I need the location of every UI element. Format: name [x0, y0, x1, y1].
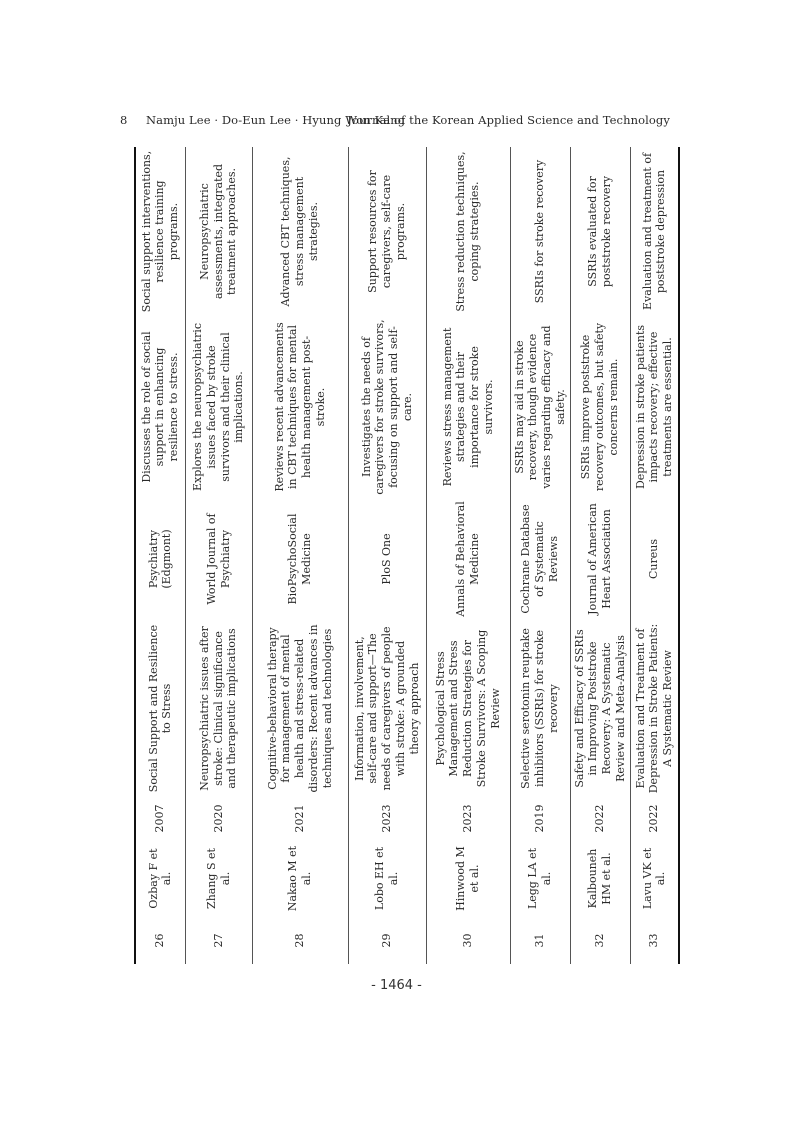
author-cell: Zhang S et al.	[185, 840, 252, 917]
running-head	[120, 113, 670, 133]
page-number: 8	[120, 113, 128, 127]
title-cell: Social Support and Resilience to Stress	[146, 624, 174, 793]
author-cell: Lavu VK et al.	[630, 840, 679, 917]
table-row	[570, 147, 630, 964]
row-number: 28	[252, 917, 348, 964]
journal-cell: PloS One	[348, 498, 426, 620]
focus-cell: Neuropsychiatric assessments, integrated treatment approaches.	[185, 147, 252, 316]
table-row	[252, 147, 348, 964]
rotated-table-region	[134, 147, 675, 964]
title-cell: Information, involvement, self-care and support—The needs of caregivers of people with stroke: A grounded theory approach	[348, 620, 426, 797]
literature-table	[134, 147, 680, 964]
title-cell: Safety and Efficacy of SSRIs in Improving Poststroke Recovery: A Systematic Review and Meta-Analysis	[570, 620, 630, 797]
journal-name: Journal of the Korean Applied Science and Technology	[347, 113, 670, 127]
author-cell: Kalbouneh HM et al.	[570, 840, 630, 917]
focus-cell: Advanced CBT techniques, stress management strategies.	[252, 147, 348, 316]
findings-cell: Investigates the needs of caregivers for stroke survivors, focusing on support and self-care.	[348, 316, 426, 498]
focus-cell: Stress reduction techniques, coping strategies.	[426, 147, 510, 316]
row-number: 33	[630, 917, 679, 964]
year-cell: 2020	[185, 797, 252, 840]
year-cell: 2019	[510, 797, 570, 840]
focus-cell: Social support interventions, resilience training programs.	[139, 150, 181, 313]
focus-cell: Support resources for caregivers, self-care programs.	[348, 147, 426, 316]
author-line: Namju Lee · Do-Eun Lee · Hyung Won Kang	[146, 113, 406, 127]
focus-cell: Evaluation and treatment of poststroke depression	[630, 147, 679, 316]
title-cell: Neuropsychiatric issues after stroke: Clinical significance and therapeutic implications	[185, 620, 252, 797]
table-row	[348, 147, 426, 964]
year-cell: 2023	[348, 797, 426, 840]
journal-cell: World Journal of Psychiatry	[185, 498, 252, 620]
findings-cell: Explores the neuropsychiatric issues faced by stroke survivors and their clinical implications.	[185, 316, 252, 498]
title-cell: Evaluation and Treatment of Depression in Stroke Patients: A Systematic Review	[630, 620, 679, 797]
year-cell: 2023	[426, 797, 510, 840]
year-cell: 2007	[153, 804, 167, 833]
table-row	[426, 147, 510, 964]
table-row	[630, 147, 679, 964]
focus-cell: SSRIs evaluated for poststroke recovery	[570, 147, 630, 316]
year-cell: 2021	[252, 797, 348, 840]
title-cell: Selective serotonin reuptake inhibitors (SSRIs) for stroke recovery	[510, 620, 570, 797]
author-cell: Hinwood M et al.	[426, 840, 510, 917]
page-footer: - 1464 -	[371, 978, 422, 993]
author-cell: Lobo EH et al.	[348, 840, 426, 917]
row-number: 30	[426, 917, 510, 964]
year-cell: 2022	[570, 797, 630, 840]
journal-cell: Psychiatry (Edgmont)	[146, 529, 174, 589]
table-row	[510, 147, 570, 964]
findings-cell: SSRIs may aid in stroke recovery, though evidence varies regarding efficacy and safety.	[510, 316, 570, 498]
findings-cell: Discusses the role of social support in enhancing resilience to stress.	[139, 331, 181, 483]
author-cell: Nakao M et al.	[252, 840, 348, 917]
title-cell: Cognitive-behavioral therapy for management of mental health and stress-related disorders: Recent advances in techniques and technologies	[252, 620, 348, 797]
findings-cell: SSRIs improve poststroke recovery outcomes, but safety concerns remain.	[570, 316, 630, 498]
table-row	[135, 147, 185, 964]
findings-cell: Depression in stroke patients impacts recovery; effective treatments are essential.	[630, 316, 679, 498]
journal-cell: BioPsychoSocial Medicine	[252, 498, 348, 620]
author-cell: Legg LA et al.	[510, 840, 570, 917]
title-cell: Psychological Stress Management and Stress Reduction Strategies for Stroke Survivors: A Scoping Review	[426, 620, 510, 797]
findings-cell: Reviews stress management strategies and their importance for stroke survivors.	[426, 316, 510, 498]
rotated-table	[134, 147, 675, 964]
row-number: 31	[510, 917, 570, 964]
table-row	[185, 147, 252, 964]
row-number: 27	[185, 917, 252, 964]
focus-cell: SSRIs for stroke recovery	[510, 147, 570, 316]
findings-cell: Reviews recent advancements in CBT techniques for mental health management post-stroke.	[252, 316, 348, 498]
row-number: 29	[348, 917, 426, 964]
journal-cell: Annals of Behavioral Medicine	[426, 498, 510, 620]
journal-cell: Cochrane Database of Systematic Reviews	[510, 498, 570, 620]
author-cell: Ozbay F et al.	[146, 848, 174, 909]
year-cell: 2022	[630, 797, 679, 840]
journal-cell: Cureus	[630, 498, 679, 620]
journal-cell: Journal of American Heart Association	[570, 498, 630, 620]
row-number: 26	[153, 933, 167, 948]
row-number: 32	[570, 917, 630, 964]
